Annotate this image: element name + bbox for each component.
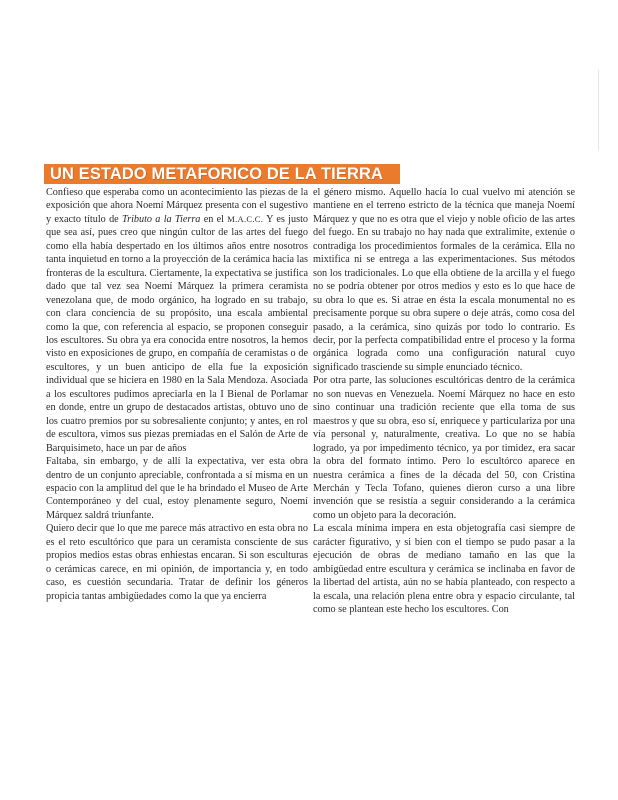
paragraph-text: en el [200,213,228,225]
paragraph-text: Y es justo que sea así, pues creo que ningún cultor de las artes del fuego como ella había despertado en los últimos años entre nosotros tanta inquietud en torno a la proyección de la cerámica hacia las fronteras de la escultura. Ciertamente, la expectativa se justifica dado que tal vez sea Noemí Márquez la primera ceramista venezolana que, de modo orgánico, ha logrado en su trabajo, con clara conciencia de su propósito, una escala ambiental como la que, con referencia al espacio, se proponen conseguir los escultores. Su obra ya era conocida entre nosotros, la hemos visto en exposiciones de grupo, en compañía de ceramistas o de escultores, y un buen anticipo de ella fue la exposición individual que se hiciera en 1980 en la Sala Mendoza. Asociada a los escultores pudimos apreciarla en la I Bienal de Porlamar en donde, entre un grupo de destacados artistas, obtuvo uno de los cuatro premios por su sobresaliente conjunto; y antes, en rol de escultora, vimos sus piezas premiadas en el Salón de Arte de Barquisimeto, hace un par de años [46,213,308,454]
paragraph-text: el género mismo. Aquello hacía lo cual vuelvo mi atención se mantiene en el terreno estricto de la técnica que maneja Noemí Márquez y que no es otra que el viejo y noble oficio de las artes del fuego. En su trabajo no hay nada que extralimite, extenúe o contradiga los procedimientos formales de la cerámica. Ella no mixtifica ni se entrega a las experimentaciones. Sus métodos son los tradicionales. Lo que ella obtiene de la arcilla y el fuego no se podría obtener por otros medios y esto es lo que hace de su obra lo que es. Si atrae en ésta la escala monumental no es precisamente porque su obra supere o deje atrás, como cosa del pasado, a la cerámica, sino quizás por todo lo contrario. Es decir, por la perfecta compatibilidad entre el proceso y la forma orgánica lograda como una configuración natural cuyo significado trasciende su simple enunciado técnico. [313,187,575,373]
left-column [46,186,308,603]
article-title: UN ESTADO METAFORICO DE LA TIERRA [50,165,383,183]
paragraph [46,455,308,522]
paragraph [46,522,308,603]
paragraph [313,186,575,374]
right-column [313,186,575,617]
paragraph-text: Faltaba, sin embargo, y de allí la expectativa, ver esta obra dentro de un conjunto apreciable, confrontada a sí misma en un espacio con la amplitud del que le ha brindado el Museo de Arte Contemporáneo y del cual, estoy plenamente seguro, Noemí Márquez saldrá triunfante. [46,456,308,521]
paragraph [313,374,575,522]
paragraph-text: La escala mínima impera en esta objetografía casi siempre de carácter figurativo, y si bien con el tiempo se pudo pasar a la ejecución de obras de mediano tamaño en las que la ambigüedad entre escultura y cerámica se inclinaba en favor de la libertad del artista, aún no se había planteado, con respecto a la escala, una relación plena entre obra y espacio circulante, tal como se plantean este hecho los escultores. Con [313,523,575,616]
paragraph-text: Por otra parte, las soluciones escultóricas dentro de la cerámica no son nuevas en Venezuela. Noemí Márquez no hace en esto sino continuar una tradición reciente que ella toma de sus maestros y que su obra, eso sí, enriquece y particulariza por una vía personal y, naturalmente, creativa. Lo que no se había logrado, ya por impedimento técnico, ya por timidez, era sacar la obra del formato íntimo. Pero lo escultórco aparece en nuestra cerámica a fines de la década del 50, con Cristina Merchán y Tecla Tofano, quienes dieron curso a una libre invención que se resistía a seguir considerando a la cerámica como un objeto para la decoración. [313,375,575,521]
exhibition-title: Tributo a la Tierra [122,213,201,225]
paragraph [313,522,575,616]
paragraph [46,186,308,455]
scan-edge-line [598,70,599,150]
museum-abbreviation: M.A.C.C. [227,213,264,224]
paragraph-text: Confieso que esperaba como un acontecimiento las piezas de la exposición que ahora Noemí Márquez presenta con el sugestivo y exacto título de [46,187,308,225]
title-banner [44,164,400,184]
paragraph-text: Quiero decir que lo que me parece más atractivo en esta obra no es el reto escultórico que para un ceramista consciente de sus propios medios estas obras enhiestas encaran. Si son esculturas o cerámicas carece, en mi opinión, de importancia y, en todo caso, es cuestión secundaria. Tratar de definir los géneros propicia tantas ambigüedades como la que ya encierra [46,523,308,602]
